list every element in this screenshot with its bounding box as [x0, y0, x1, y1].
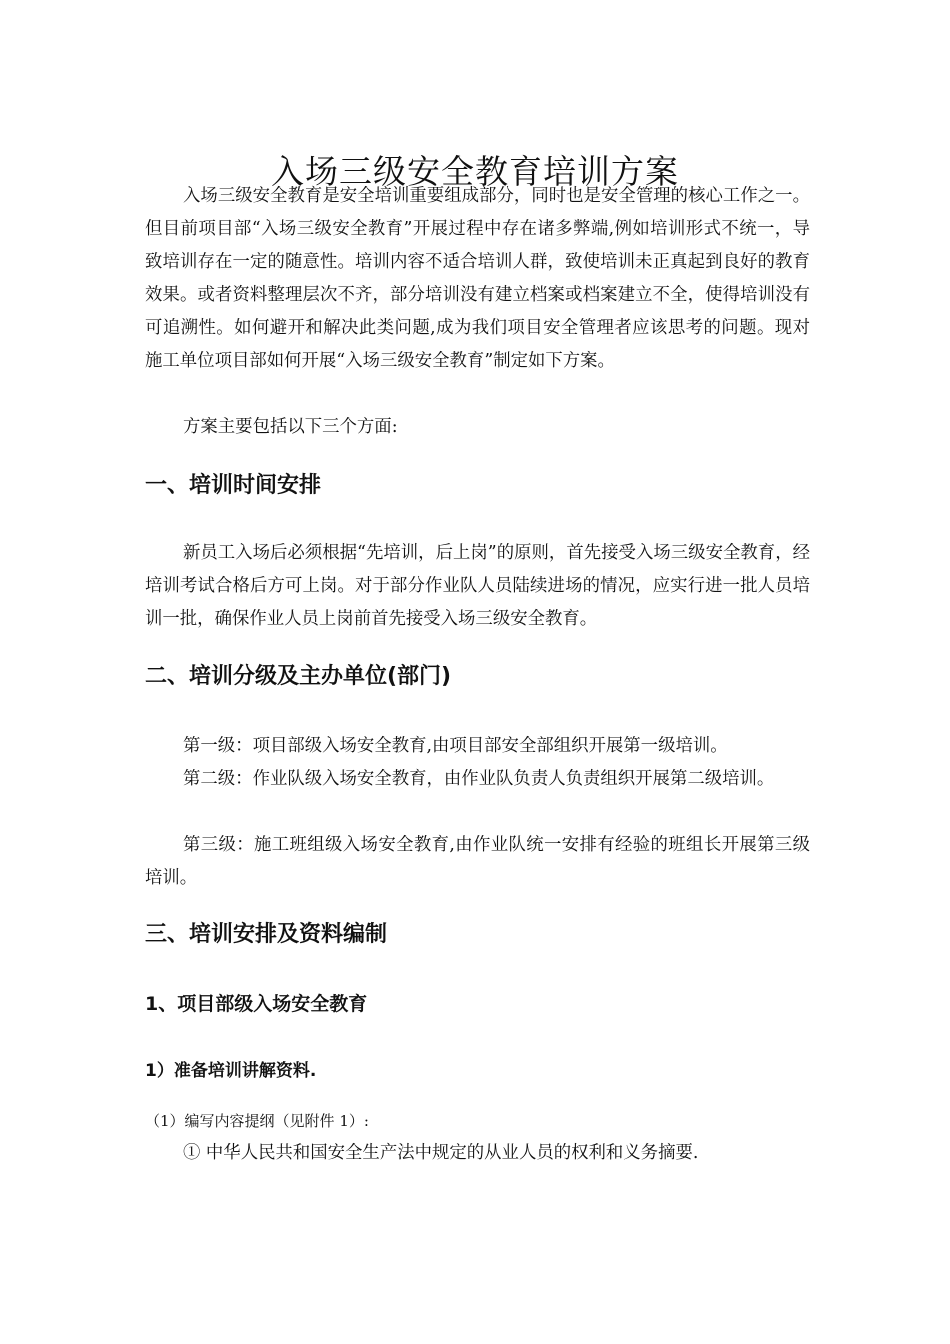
subsection-1-heading: 1、项目部级入场安全教育	[145, 993, 368, 1015]
level-1-paragraph: 第一级：项目部级入场安全教育,由项目部安全部组织开展第一级培训。	[183, 736, 728, 756]
section-3-heading: 三、培训安排及资料编制	[145, 922, 388, 947]
level-3-paragraph: 第三级：施工班组级入场安全教育,由作业队统一安排有经验的班组长开展第三级培训。	[145, 835, 810, 888]
document-title: 入场三级安全教育培训方案	[271, 152, 679, 192]
section-1-heading: 一、培训时间安排	[145, 473, 322, 498]
intro-summary: 方案主要包括以下三个方面:	[183, 417, 398, 437]
intro-paragraph: 入场三级安全教育是安全培训重要组成部分，同时也是安全管理的核心工作之一。但目前项目部“入场三级安全教育”开展过程中存在诸多弊端,例如培训形式不统一，导致培训存在一定的随意性。培训内容不适合培训人群，致使培训未正真起到良好的教育效果。或者资料整理层次不齐，部分培训没有建立档案或档案建立不全，使得培训没有可追溯性。如何避开和解决此类问题,成为我们项目安全管理者应该思考的问题。现对施工单位项目部如何开展“入场三级安全教育”制定如下方案。	[145, 186, 810, 371]
outline-line: （1）编写内容提纲（见附件 1）:	[145, 1112, 369, 1130]
level-2-paragraph: 第二级：作业队级入场安全教育，由作业队负责人负责组织开展第二级培训。	[183, 769, 775, 789]
outline-item-1: ① 中华人民共和国安全生产法中规定的从业人员的权利和义务摘要.	[183, 1143, 699, 1163]
section-2-heading: 二、培训分级及主办单位(部门)	[145, 664, 452, 689]
subsection-1-1-heading: 1）准备培训讲解资料.	[145, 1061, 317, 1081]
section-1-body: 新员工入场后必须根据“先培训，后上岗”的原则，首先接受入场三级安全教育，经培训考试合格后方可上岗。对于部分作业队人员陆续进场的情况，应实行进一批人员培训一批，确保作业人员上岗前首先接受入场三级安全教育。	[145, 543, 810, 629]
